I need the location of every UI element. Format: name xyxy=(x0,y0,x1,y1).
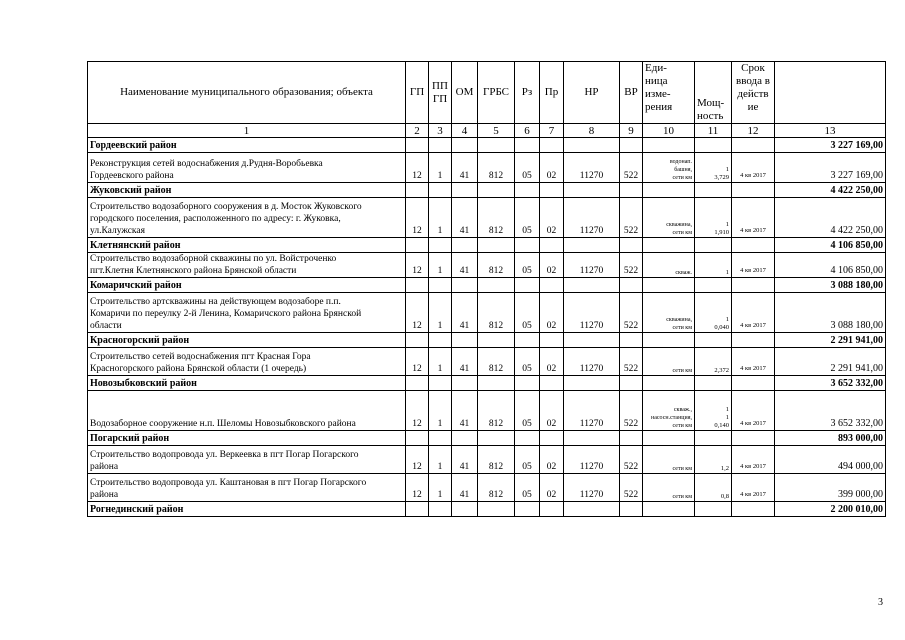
empty-cell xyxy=(406,431,429,446)
nr-cell: 11270 xyxy=(564,153,620,183)
empty-cell xyxy=(406,138,429,153)
region-name: Новозыбковский район xyxy=(88,376,406,391)
empty-cell xyxy=(620,502,643,517)
nr-cell: 11270 xyxy=(564,474,620,502)
empty-cell xyxy=(478,376,515,391)
gp-cell: 12 xyxy=(406,293,429,333)
empty-cell xyxy=(732,376,775,391)
pr-cell: 02 xyxy=(540,391,564,431)
empty-cell xyxy=(732,138,775,153)
empty-cell xyxy=(406,502,429,517)
empty-cell xyxy=(732,431,775,446)
empty-cell xyxy=(406,238,429,253)
empty-cell xyxy=(452,183,478,198)
header-name: Наименование муниципального образования; объекта xyxy=(88,62,406,124)
region-row xyxy=(88,502,886,517)
empty-cell xyxy=(406,376,429,391)
empty-cell xyxy=(643,278,695,293)
empty-cell xyxy=(695,278,732,293)
object-row xyxy=(88,348,886,376)
empty-cell xyxy=(429,502,452,517)
empty-cell xyxy=(643,502,695,517)
grbs-cell: 812 xyxy=(478,293,515,333)
region-row xyxy=(88,138,886,153)
gp-cell: 12 xyxy=(406,198,429,238)
region-total: 3 227 169,00 xyxy=(775,138,886,153)
empty-cell xyxy=(429,138,452,153)
ppgp-cell: 1 xyxy=(429,474,452,502)
power-cell: 1 1,910 xyxy=(695,198,732,238)
col-number: 9 xyxy=(620,124,643,138)
region-name: Рогнединский район xyxy=(88,502,406,517)
empty-cell xyxy=(406,183,429,198)
header-pr: Пр xyxy=(540,62,564,124)
vr-cell: 522 xyxy=(620,153,643,183)
object-row xyxy=(88,474,886,502)
region-row xyxy=(88,278,886,293)
nr-cell: 11270 xyxy=(564,348,620,376)
empty-cell xyxy=(620,333,643,348)
col-number: 6 xyxy=(515,124,540,138)
gp-cell: 12 xyxy=(406,474,429,502)
ppgp-cell: 1 xyxy=(429,391,452,431)
col-number: 5 xyxy=(478,124,515,138)
ppgp-cell: 1 xyxy=(429,348,452,376)
empty-cell xyxy=(564,278,620,293)
empty-cell xyxy=(515,333,540,348)
col-number: 3 xyxy=(429,124,452,138)
object-row xyxy=(88,391,886,431)
col-number: 13 xyxy=(775,124,886,138)
region-row xyxy=(88,431,886,446)
grbs-cell: 812 xyxy=(478,391,515,431)
header-ppgp: ПП ГП xyxy=(429,62,452,124)
empty-cell xyxy=(515,238,540,253)
om-cell: 41 xyxy=(452,348,478,376)
region-row xyxy=(88,376,886,391)
region-name: Погарский район xyxy=(88,431,406,446)
col-number: 1 xyxy=(88,124,406,138)
power-cell: 1,2 xyxy=(695,446,732,474)
header-power: Мощ- ность xyxy=(695,62,732,124)
grbs-cell: 812 xyxy=(478,153,515,183)
col-number: 4 xyxy=(452,124,478,138)
header-om: ОМ xyxy=(452,62,478,124)
unit-cell: скважина, сети км xyxy=(643,198,695,238)
rz-cell: 05 xyxy=(515,293,540,333)
date-cell: 4 кв 2017 xyxy=(732,391,775,431)
header-grbs: ГРБС xyxy=(478,62,515,124)
vr-cell: 522 xyxy=(620,293,643,333)
empty-cell xyxy=(540,238,564,253)
region-total: 3 652 332,00 xyxy=(775,376,886,391)
sum-cell: 3 227 169,00 xyxy=(775,153,886,183)
rz-cell: 05 xyxy=(515,153,540,183)
empty-cell xyxy=(515,431,540,446)
empty-cell xyxy=(564,138,620,153)
date-cell: 4 кв 2017 xyxy=(732,446,775,474)
empty-cell xyxy=(540,376,564,391)
grbs-cell: 812 xyxy=(478,474,515,502)
empty-cell xyxy=(452,138,478,153)
nr-cell: 11270 xyxy=(564,293,620,333)
power-cell: 2,372 xyxy=(695,348,732,376)
power-cell: 1 xyxy=(695,253,732,278)
page-number: 3 xyxy=(878,597,883,608)
pr-cell: 02 xyxy=(540,348,564,376)
date-cell: 4 кв 2017 xyxy=(732,198,775,238)
empty-cell xyxy=(732,502,775,517)
unit-cell: скважина, сети км xyxy=(643,293,695,333)
empty-cell xyxy=(564,431,620,446)
empty-cell xyxy=(429,376,452,391)
empty-cell xyxy=(540,333,564,348)
ppgp-cell: 1 xyxy=(429,293,452,333)
empty-cell xyxy=(452,333,478,348)
empty-cell xyxy=(515,376,540,391)
empty-cell xyxy=(478,238,515,253)
region-total: 893 000,00 xyxy=(775,431,886,446)
region-name: Гордеевский район xyxy=(88,138,406,153)
header-vr: ВР xyxy=(620,62,643,124)
empty-cell xyxy=(452,431,478,446)
empty-cell xyxy=(620,183,643,198)
vr-cell: 522 xyxy=(620,391,643,431)
empty-cell xyxy=(620,238,643,253)
object-row xyxy=(88,446,886,474)
empty-cell xyxy=(478,183,515,198)
ppgp-cell: 1 xyxy=(429,153,452,183)
empty-cell xyxy=(478,138,515,153)
unit-cell: водонап. башня, сети км xyxy=(643,153,695,183)
date-cell: 4 кв 2017 xyxy=(732,253,775,278)
region-name: Комаричский район xyxy=(88,278,406,293)
empty-cell xyxy=(540,278,564,293)
empty-cell xyxy=(452,376,478,391)
pr-cell: 02 xyxy=(540,198,564,238)
grbs-cell: 812 xyxy=(478,348,515,376)
region-row xyxy=(88,333,886,348)
empty-cell xyxy=(695,376,732,391)
empty-cell xyxy=(478,278,515,293)
empty-cell xyxy=(564,183,620,198)
gp-cell: 12 xyxy=(406,253,429,278)
region-row xyxy=(88,183,886,198)
pr-cell: 02 xyxy=(540,253,564,278)
empty-cell xyxy=(643,238,695,253)
region-total: 3 088 180,00 xyxy=(775,278,886,293)
column-number-row xyxy=(88,124,886,138)
empty-cell xyxy=(429,183,452,198)
empty-cell xyxy=(540,502,564,517)
region-name: Жуковский район xyxy=(88,183,406,198)
nr-cell: 11270 xyxy=(564,253,620,278)
object-row xyxy=(88,153,886,183)
empty-cell xyxy=(564,502,620,517)
empty-cell xyxy=(452,278,478,293)
object-name: Водозаборное сооружение н.п. Шеломы Новозыбковского района xyxy=(88,391,406,431)
empty-cell xyxy=(732,183,775,198)
object-name: Строительство водозаборной скважины по ул. Войстроченко пгт.Клетня Клетнянского района Брянской области xyxy=(88,253,406,278)
sum-cell: 399 000,00 xyxy=(775,474,886,502)
grbs-cell: 812 xyxy=(478,446,515,474)
region-total: 4 422 250,00 xyxy=(775,183,886,198)
rz-cell: 05 xyxy=(515,348,540,376)
empty-cell xyxy=(478,502,515,517)
empty-cell xyxy=(478,333,515,348)
empty-cell xyxy=(564,238,620,253)
empty-cell xyxy=(695,238,732,253)
empty-cell xyxy=(695,138,732,153)
table-header-row xyxy=(88,62,886,124)
header-sum xyxy=(775,62,886,124)
col-number: 2 xyxy=(406,124,429,138)
sum-cell: 3 088 180,00 xyxy=(775,293,886,333)
power-cell: 1 3,729 xyxy=(695,153,732,183)
empty-cell xyxy=(406,333,429,348)
empty-cell xyxy=(695,431,732,446)
gp-cell: 12 xyxy=(406,348,429,376)
nr-cell: 11270 xyxy=(564,446,620,474)
unit-cell: сети км xyxy=(643,348,695,376)
empty-cell xyxy=(643,183,695,198)
power-cell: 1 1 0,140 xyxy=(695,391,732,431)
header-unit: Еди- ница изме- рения xyxy=(643,62,695,124)
empty-cell xyxy=(540,431,564,446)
empty-cell xyxy=(540,183,564,198)
date-cell: 4 кв 2017 xyxy=(732,293,775,333)
col-number: 8 xyxy=(564,124,620,138)
ppgp-cell: 1 xyxy=(429,446,452,474)
unit-cell: сети км xyxy=(643,446,695,474)
empty-cell xyxy=(540,138,564,153)
gp-cell: 12 xyxy=(406,446,429,474)
col-number: 7 xyxy=(540,124,564,138)
object-name: Строительство водопровода ул. Веркеевка в пгт Погар Погарского района xyxy=(88,446,406,474)
om-cell: 41 xyxy=(452,293,478,333)
date-cell: 4 кв 2017 xyxy=(732,153,775,183)
om-cell: 41 xyxy=(452,153,478,183)
nr-cell: 11270 xyxy=(564,391,620,431)
object-row xyxy=(88,293,886,333)
pr-cell: 02 xyxy=(540,474,564,502)
empty-cell xyxy=(695,183,732,198)
col-number: 12 xyxy=(732,124,775,138)
empty-cell xyxy=(620,278,643,293)
date-cell: 4 кв 2017 xyxy=(732,348,775,376)
pr-cell: 02 xyxy=(540,153,564,183)
date-cell: 4 кв 2017 xyxy=(732,474,775,502)
empty-cell xyxy=(643,333,695,348)
col-number: 10 xyxy=(643,124,695,138)
region-name: Клетнянский район xyxy=(88,238,406,253)
om-cell: 41 xyxy=(452,198,478,238)
empty-cell xyxy=(452,238,478,253)
power-cell: 0,8 xyxy=(695,474,732,502)
empty-cell xyxy=(732,333,775,348)
empty-cell xyxy=(643,376,695,391)
empty-cell xyxy=(478,431,515,446)
rz-cell: 05 xyxy=(515,391,540,431)
header-nr: НР xyxy=(564,62,620,124)
header-rz: Рз xyxy=(515,62,540,124)
empty-cell xyxy=(515,183,540,198)
region-name: Красногорский район xyxy=(88,333,406,348)
vr-cell: 522 xyxy=(620,446,643,474)
empty-cell xyxy=(452,502,478,517)
empty-cell xyxy=(643,431,695,446)
col-number: 11 xyxy=(695,124,732,138)
rz-cell: 05 xyxy=(515,253,540,278)
header-gp: ГП xyxy=(406,62,429,124)
object-name: Реконструкция сетей водоснабжения д.Рудня-Воробьевка Гордеевского района xyxy=(88,153,406,183)
empty-cell xyxy=(564,333,620,348)
power-cell: 1 0,040 xyxy=(695,293,732,333)
grbs-cell: 812 xyxy=(478,198,515,238)
pr-cell: 02 xyxy=(540,293,564,333)
om-cell: 41 xyxy=(452,253,478,278)
pr-cell: 02 xyxy=(540,446,564,474)
vr-cell: 522 xyxy=(620,253,643,278)
om-cell: 41 xyxy=(452,446,478,474)
object-name: Строительство сетей водоснабжения пгт Красная Гора Красногорского района Брянской области (1 очередь) xyxy=(88,348,406,376)
header-date: Срок ввода в действ ие xyxy=(732,62,775,124)
sum-cell: 494 000,00 xyxy=(775,446,886,474)
empty-cell xyxy=(564,376,620,391)
vr-cell: 522 xyxy=(620,198,643,238)
empty-cell xyxy=(429,278,452,293)
object-name: Строительство водопровода ул. Каштановая в пгт Погар Погарского района xyxy=(88,474,406,502)
empty-cell xyxy=(515,138,540,153)
object-name: Строительство водозаборного сооружения в д. Мосток Жуковского городского поселения, расположенного по адресу: г. Жуковка, ул.Калужская xyxy=(88,198,406,238)
object-row xyxy=(88,253,886,278)
unit-cell: скваж. xyxy=(643,253,695,278)
rz-cell: 05 xyxy=(515,474,540,502)
sum-cell: 4 422 250,00 xyxy=(775,198,886,238)
object-name: Строительство артскважины на действующем водозаборе п.п. Комаричи по переулку 2-й Ленина, Комаричского района Брянской области xyxy=(88,293,406,333)
unit-cell: сети км xyxy=(643,474,695,502)
empty-cell xyxy=(429,238,452,253)
rz-cell: 05 xyxy=(515,446,540,474)
gp-cell: 12 xyxy=(406,153,429,183)
om-cell: 41 xyxy=(452,474,478,502)
empty-cell xyxy=(620,138,643,153)
empty-cell xyxy=(732,278,775,293)
empty-cell xyxy=(695,333,732,348)
empty-cell xyxy=(695,502,732,517)
region-total: 2 200 010,00 xyxy=(775,502,886,517)
gp-cell: 12 xyxy=(406,391,429,431)
empty-cell xyxy=(643,138,695,153)
empty-cell xyxy=(732,238,775,253)
vr-cell: 522 xyxy=(620,348,643,376)
empty-cell xyxy=(429,431,452,446)
empty-cell xyxy=(406,278,429,293)
om-cell: 41 xyxy=(452,391,478,431)
sum-cell: 2 291 941,00 xyxy=(775,348,886,376)
sum-cell: 3 652 332,00 xyxy=(775,391,886,431)
vr-cell: 522 xyxy=(620,474,643,502)
budget-table xyxy=(87,61,886,517)
ppgp-cell: 1 xyxy=(429,198,452,238)
unit-cell: скваж., насосн.станция, сети км xyxy=(643,391,695,431)
ppgp-cell: 1 xyxy=(429,253,452,278)
region-row xyxy=(88,238,886,253)
region-total: 2 291 941,00 xyxy=(775,333,886,348)
empty-cell xyxy=(515,278,540,293)
empty-cell xyxy=(620,376,643,391)
region-total: 4 106 850,00 xyxy=(775,238,886,253)
rz-cell: 05 xyxy=(515,198,540,238)
empty-cell xyxy=(620,431,643,446)
object-row xyxy=(88,198,886,238)
nr-cell: 11270 xyxy=(564,198,620,238)
empty-cell xyxy=(515,502,540,517)
grbs-cell: 812 xyxy=(478,253,515,278)
empty-cell xyxy=(429,333,452,348)
sum-cell: 4 106 850,00 xyxy=(775,253,886,278)
